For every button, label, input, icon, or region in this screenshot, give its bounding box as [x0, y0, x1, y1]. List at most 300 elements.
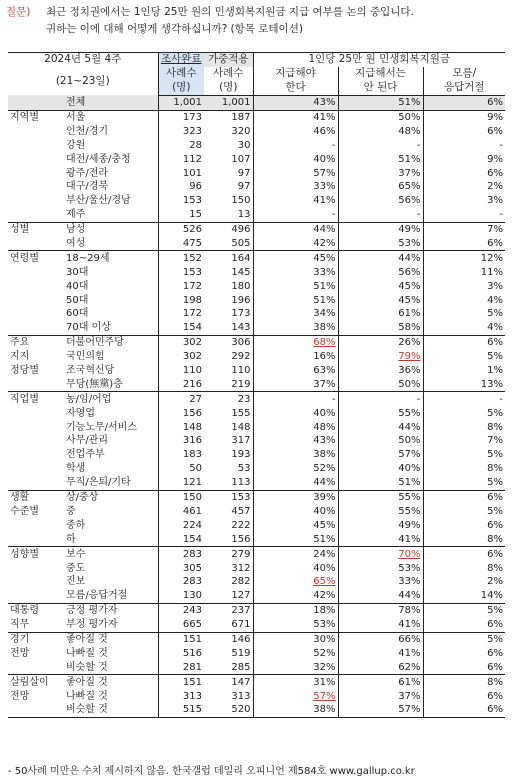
pct-yes: 33%	[253, 180, 338, 194]
pct-yes: 41%	[253, 110, 338, 124]
cases-weighted: 496	[204, 222, 253, 236]
subgroup-label: 중하	[64, 518, 158, 532]
cases-survey: 50	[189, 463, 202, 475]
cases-weighted: 107	[204, 152, 253, 166]
table-row	[8, 166, 505, 180]
pct-no: 41%	[338, 646, 423, 660]
pct-no: 61%	[338, 675, 423, 689]
cases-survey: 323	[182, 125, 202, 137]
table-row	[8, 265, 505, 279]
cases-survey: 153	[182, 266, 202, 278]
cases-survey: 151	[158, 675, 204, 689]
cases-survey: 516	[182, 647, 202, 659]
pct-yes: -	[253, 208, 338, 222]
table-body	[8, 95, 505, 717]
pct-yes: 65%	[253, 575, 338, 589]
cases-survey: 283	[182, 576, 202, 588]
cases-weighted: 127	[204, 589, 253, 603]
pct-no: 49%	[338, 222, 423, 236]
pct-dk: 5%	[487, 308, 504, 320]
pct-dk: 6%	[423, 490, 505, 504]
pct-yes: 42%	[253, 237, 338, 251]
pct-no: 55%	[338, 505, 423, 519]
subgroup-label: 광주/전라	[64, 166, 158, 180]
subgroup-label: 부산/울산/경남	[64, 194, 158, 208]
cases-survey: 154	[182, 322, 202, 334]
opt-yes-header-2: 한다	[253, 81, 338, 95]
cases-weighted: 150	[204, 194, 253, 208]
group-label	[8, 518, 64, 532]
cases-survey: 173	[158, 110, 204, 124]
table-row	[8, 237, 505, 251]
pct-yes: 46%	[253, 124, 338, 138]
cases-weighted: 279	[204, 547, 253, 561]
table-row	[8, 675, 505, 689]
group-label: 연령별	[8, 251, 64, 265]
subgroup-label: 좋아질 것	[64, 632, 158, 646]
cases-survey: 15	[189, 209, 202, 221]
group-label	[8, 124, 64, 138]
pct-dk: 6%	[487, 619, 504, 631]
pct-dk: 8%	[487, 421, 504, 433]
pct-no: 45%	[338, 293, 423, 307]
cases-survey: 110	[182, 365, 202, 377]
pct-no: -	[338, 392, 423, 406]
subgroup-label: 30대	[64, 265, 158, 279]
subgroup-label: 중도	[64, 561, 158, 575]
table-row	[8, 124, 505, 138]
pct-no: 51%	[338, 152, 423, 166]
table-row	[8, 307, 505, 321]
opt-yes-header-1: 지급해야	[253, 67, 338, 81]
cases-weighted: 306	[204, 335, 253, 349]
group-label	[8, 208, 64, 222]
pct-yes: 31%	[253, 675, 338, 689]
group-label	[8, 265, 64, 279]
pct-yes: 38%	[253, 703, 338, 717]
opt-no-header-1: 지급해서는	[338, 67, 423, 81]
pct-dk: 5%	[487, 407, 504, 419]
table-row	[8, 364, 505, 378]
table-row	[8, 703, 505, 717]
cases-weighted: 320	[204, 124, 253, 138]
pct-no: 45%	[338, 279, 423, 293]
pct-yes: 41%	[253, 194, 338, 208]
group-label: 성별	[8, 222, 64, 236]
cases-weighted: 193	[204, 448, 253, 462]
subgroup-label: 비슷할 것	[64, 703, 158, 717]
pct-yes: 51%	[253, 532, 338, 546]
table-row	[8, 208, 505, 222]
group-label	[8, 293, 64, 307]
pct-dk: -	[499, 209, 504, 221]
pct-dk: -	[499, 139, 504, 151]
pct-yes: 34%	[253, 307, 338, 321]
table-row	[8, 194, 505, 208]
group-label: 전망	[10, 690, 30, 702]
pct-dk: 13%	[480, 378, 504, 390]
table-row	[8, 279, 505, 293]
pct-yes: 45%	[253, 251, 338, 265]
pct-dk: 6%	[423, 547, 505, 561]
pct-dk: 5%	[487, 351, 504, 363]
subgroup-label: 대구/경북	[64, 180, 158, 194]
table-row	[8, 462, 505, 476]
subgroup-label: 부정 평가자	[64, 618, 158, 632]
pct-dk: 6%	[487, 238, 504, 250]
pct-yes: 33%	[253, 265, 338, 279]
pct-yes: 44%	[253, 476, 338, 490]
group-label	[8, 194, 64, 208]
table-row	[8, 138, 505, 152]
pct-dk: 9%	[423, 110, 505, 124]
group-label	[8, 180, 64, 194]
pct-no: 61%	[338, 307, 423, 321]
cases-survey: 148	[182, 421, 202, 433]
cases-weighted: 457	[204, 505, 253, 519]
cases-survey: 305	[182, 562, 202, 574]
pct-no: 49%	[338, 518, 423, 532]
group-label: 전망	[10, 647, 30, 659]
pct-no: 65%	[338, 180, 423, 194]
group-label	[8, 561, 64, 575]
cases-survey: 96	[189, 181, 202, 193]
group-label	[8, 434, 64, 448]
cases-weighted: 148	[204, 420, 253, 434]
pct-no: 48%	[338, 124, 423, 138]
pct-dk: 7%	[487, 435, 504, 447]
subgroup-label: 여성	[64, 237, 158, 251]
cases-weighted: 143	[204, 321, 253, 335]
pct-no: 41%	[338, 532, 423, 546]
cases-survey: 183	[182, 449, 202, 461]
pct-yes: 30%	[253, 632, 338, 646]
subgroup-label: 40대	[64, 279, 158, 293]
subgroup-label: 전업주부	[64, 448, 158, 462]
pct-dk: 3%	[487, 280, 504, 292]
opt-dk-header-2: 응답거절	[423, 81, 505, 95]
cases-survey: 27	[158, 392, 204, 406]
group-label: 살림살이	[8, 675, 64, 689]
cases-survey: 302	[158, 335, 204, 349]
subgroup-label: 비슷할 것	[64, 660, 158, 674]
cases-survey: 154	[182, 533, 202, 545]
table-row	[8, 660, 505, 674]
pct-dk: 6%	[487, 125, 504, 137]
subgroup-label: 강원	[64, 138, 158, 152]
cases-survey: 316	[182, 435, 202, 447]
cases-survey: 313	[182, 690, 202, 702]
pct-yes: -	[253, 138, 338, 152]
group-label	[8, 307, 64, 321]
group-label: 대통령	[8, 603, 64, 617]
topic-header: 1인당 25만 원 민생회복지원금	[253, 53, 505, 67]
cases-survey: 172	[182, 308, 202, 320]
cases-weighted: 317	[204, 434, 253, 448]
group-label: 수준별	[10, 505, 39, 517]
group-label	[8, 237, 64, 251]
cases-weighted: 285	[204, 660, 253, 674]
cases-survey: 101	[182, 167, 202, 179]
pct-dk: 11%	[480, 266, 504, 278]
group-label: 직무	[10, 619, 30, 631]
table-row	[8, 180, 505, 194]
subgroup-label: 진보	[64, 575, 158, 589]
pct-yes: 51%	[253, 279, 338, 293]
subgroup-label: 서울	[64, 110, 158, 124]
table-row	[8, 152, 505, 166]
pct-no: 50%	[338, 434, 423, 448]
pct-dk: 5%	[487, 477, 504, 489]
subgroup-label: 70대 이상	[64, 321, 158, 335]
table-row	[8, 420, 505, 434]
pct-no: -	[338, 138, 423, 152]
group-label	[8, 660, 64, 674]
pct-yes: 53%	[253, 618, 338, 632]
pct-dk: 5%	[423, 632, 505, 646]
pct-yes: 24%	[253, 547, 338, 561]
cases-weighted: 219	[204, 377, 253, 391]
pct-dk: 5%	[487, 449, 504, 461]
unit-header-2: (명)	[204, 81, 253, 95]
table-row	[8, 392, 505, 406]
group-label: 지지	[10, 351, 30, 363]
pct-yes: 40%	[253, 152, 338, 166]
group-label	[8, 589, 64, 603]
pct-no: 79%	[338, 350, 423, 364]
pct-no: 58%	[338, 321, 423, 335]
table-row	[8, 321, 505, 335]
group-label	[8, 321, 64, 335]
cases-weighted: 313	[204, 689, 253, 703]
cases-weighted: 196	[204, 293, 253, 307]
subgroup-label: 학생	[64, 462, 158, 476]
cases-weighted: 282	[204, 575, 253, 589]
subgroup-label: 남성	[64, 222, 158, 236]
pct-no: 53%	[338, 561, 423, 575]
group-label	[8, 476, 64, 490]
pct-no: 56%	[338, 265, 423, 279]
pct-yes: 52%	[253, 646, 338, 660]
pct-yes: 38%	[253, 321, 338, 335]
group-label	[8, 532, 64, 546]
pct-no: 41%	[338, 618, 423, 632]
cases-header-2: 사례수	[204, 67, 253, 81]
pct-dk: 6%	[423, 335, 505, 349]
cases-weighted: 173	[204, 307, 253, 321]
pct-yes: 43%	[253, 434, 338, 448]
pct-yes: 40%	[253, 406, 338, 420]
table-row	[8, 406, 505, 420]
pct-no: 50%	[338, 110, 423, 124]
cases-weighted: 520	[204, 703, 253, 717]
group-label	[8, 95, 64, 110]
pct-dk: 2%	[487, 181, 504, 193]
subgroup-label: 조국혁신당	[64, 364, 158, 378]
pct-no: 51%	[338, 95, 423, 110]
group-label	[8, 420, 64, 434]
pct-dk: 9%	[487, 153, 504, 165]
cases-survey: 243	[158, 603, 204, 617]
table-row	[8, 632, 505, 646]
pct-no: 66%	[338, 632, 423, 646]
group-label: 지역별	[8, 110, 64, 124]
question-label: 질문)	[6, 6, 31, 18]
group-label	[8, 703, 64, 717]
subgroup-label: 하	[64, 532, 158, 546]
question-line-2: 귀하는 이에 대해 어떻게 생각하십니까? (항목 로테이션)	[46, 23, 303, 35]
pct-yes: 16%	[253, 350, 338, 364]
pct-dk: 6%	[423, 703, 505, 717]
cases-survey: 151	[158, 632, 204, 646]
subgroup-label: 보수	[64, 547, 158, 561]
cases-weighted: 237	[204, 603, 253, 617]
pct-no: 55%	[338, 490, 423, 504]
subgroup-label: 좋아질 것	[64, 675, 158, 689]
group-label	[8, 138, 64, 152]
pct-dk: 5%	[423, 603, 505, 617]
pct-dk: 6%	[487, 647, 504, 659]
pct-no: -	[338, 208, 423, 222]
cases-weighted: 519	[204, 646, 253, 660]
cases-weighted: 180	[204, 279, 253, 293]
table-row	[8, 95, 505, 110]
subgroup-label: 사무/관리	[64, 434, 158, 448]
group-label	[8, 462, 64, 476]
cases-weighted: 145	[204, 265, 253, 279]
question-block	[6, 4, 511, 38]
pct-no: 44%	[338, 420, 423, 434]
pct-yes: 57%	[253, 689, 338, 703]
cases-weighted: 187	[204, 110, 253, 124]
pct-no: 53%	[338, 237, 423, 251]
cases-weighted: 53	[204, 462, 253, 476]
period-header: 2024년 5월 4주	[8, 53, 158, 67]
cases-weighted: 13	[204, 208, 253, 222]
pct-yes: 68%	[253, 335, 338, 349]
pct-no: 44%	[338, 251, 423, 265]
cases-weighted: 222	[204, 518, 253, 532]
subgroup-label: 인천/경기	[64, 124, 158, 138]
pct-yes: 48%	[253, 420, 338, 434]
pct-dk: 4%	[487, 294, 504, 306]
table-row	[8, 350, 505, 364]
subgroup-label: 나빠질 것	[64, 689, 158, 703]
pct-dk: 8%	[487, 463, 504, 475]
subgroup-label: 60대	[64, 307, 158, 321]
table-row	[8, 490, 505, 504]
subgroup-label: 농/임/어업	[64, 392, 158, 406]
pct-yes: 40%	[253, 505, 338, 519]
subgroup-label: 자영업	[64, 406, 158, 420]
table-row	[8, 293, 505, 307]
pct-dk: 8%	[487, 533, 504, 545]
col-weighted-header: 가중적용	[204, 53, 253, 67]
cases-survey: 130	[182, 590, 202, 602]
pct-yes: 40%	[253, 561, 338, 575]
cases-weighted: 23	[204, 392, 253, 406]
cases-weighted: 156	[204, 532, 253, 546]
pct-yes: 45%	[253, 518, 338, 532]
pct-dk: 6%	[487, 690, 504, 702]
cases-survey: 112	[182, 153, 202, 165]
cases-weighted: 146	[204, 632, 253, 646]
unit-header-1: (명)	[158, 81, 204, 95]
group-label: 정당별	[10, 365, 39, 377]
cases-weighted: 97	[204, 180, 253, 194]
cases-survey: 156	[182, 407, 202, 419]
opt-dk-header-1: 모름/	[452, 67, 477, 80]
cases-weighted: 505	[204, 237, 253, 251]
cases-survey: 121	[182, 477, 202, 489]
group-label: 성향별	[8, 547, 64, 561]
pct-no: 36%	[338, 364, 423, 378]
table-row	[8, 618, 505, 632]
table-row	[8, 505, 505, 519]
table-row	[8, 689, 505, 703]
results-table	[8, 52, 505, 718]
pct-yes: 38%	[253, 448, 338, 462]
opt-no-header-2: 안 된다	[338, 81, 423, 95]
pct-dk: 14%	[480, 590, 504, 602]
cases-survey: 28	[189, 139, 202, 151]
pct-no: 51%	[338, 476, 423, 490]
cases-survey: 1,001	[158, 95, 204, 110]
pct-yes: 18%	[253, 603, 338, 617]
cases-survey: 153	[182, 195, 202, 207]
cases-survey: 216	[182, 378, 202, 390]
subgroup-label: 50대	[64, 293, 158, 307]
pct-no: 37%	[338, 689, 423, 703]
pct-no: 50%	[338, 377, 423, 391]
pct-no: 33%	[338, 575, 423, 589]
group-label: 경기	[8, 632, 64, 646]
group-label	[8, 377, 64, 391]
pct-no: 26%	[338, 335, 423, 349]
cases-weighted: 312	[204, 561, 253, 575]
pct-dk: 8%	[487, 562, 504, 574]
pct-yes: 63%	[253, 364, 338, 378]
cases-survey: 224	[182, 519, 202, 531]
pct-dk: 4%	[487, 322, 504, 334]
cases-survey: 515	[158, 703, 204, 717]
subgroup-label: 대전/세종/충청	[64, 152, 158, 166]
pct-no: 70%	[338, 547, 423, 561]
cases-header-1: 사례수	[158, 67, 204, 81]
pct-dk: 6%	[423, 95, 505, 110]
pct-dk: 6%	[487, 661, 504, 673]
group-label: 생활	[8, 490, 64, 504]
subgroup-label: 중	[64, 505, 158, 519]
cases-weighted: 671	[204, 618, 253, 632]
pct-dk: 8%	[423, 675, 505, 689]
col-survey-header: 조사완료	[158, 53, 204, 67]
pct-yes: 57%	[253, 166, 338, 180]
subgroup-label: 나빠질 것	[64, 646, 158, 660]
pct-dk: 12%	[423, 251, 505, 265]
cases-weighted: 164	[204, 251, 253, 265]
cases-survey: 461	[182, 505, 202, 517]
cases-weighted: 97	[204, 166, 253, 180]
cases-weighted: 113	[204, 476, 253, 490]
subgroup-label: 제주	[64, 208, 158, 222]
subgroup-label: 기능노무/서비스	[64, 420, 158, 434]
table-row	[8, 589, 505, 603]
cases-weighted: 147	[204, 675, 253, 689]
pct-yes: 44%	[253, 222, 338, 236]
subgroup-label: 전체	[64, 95, 158, 110]
cases-weighted: 153	[204, 490, 253, 504]
